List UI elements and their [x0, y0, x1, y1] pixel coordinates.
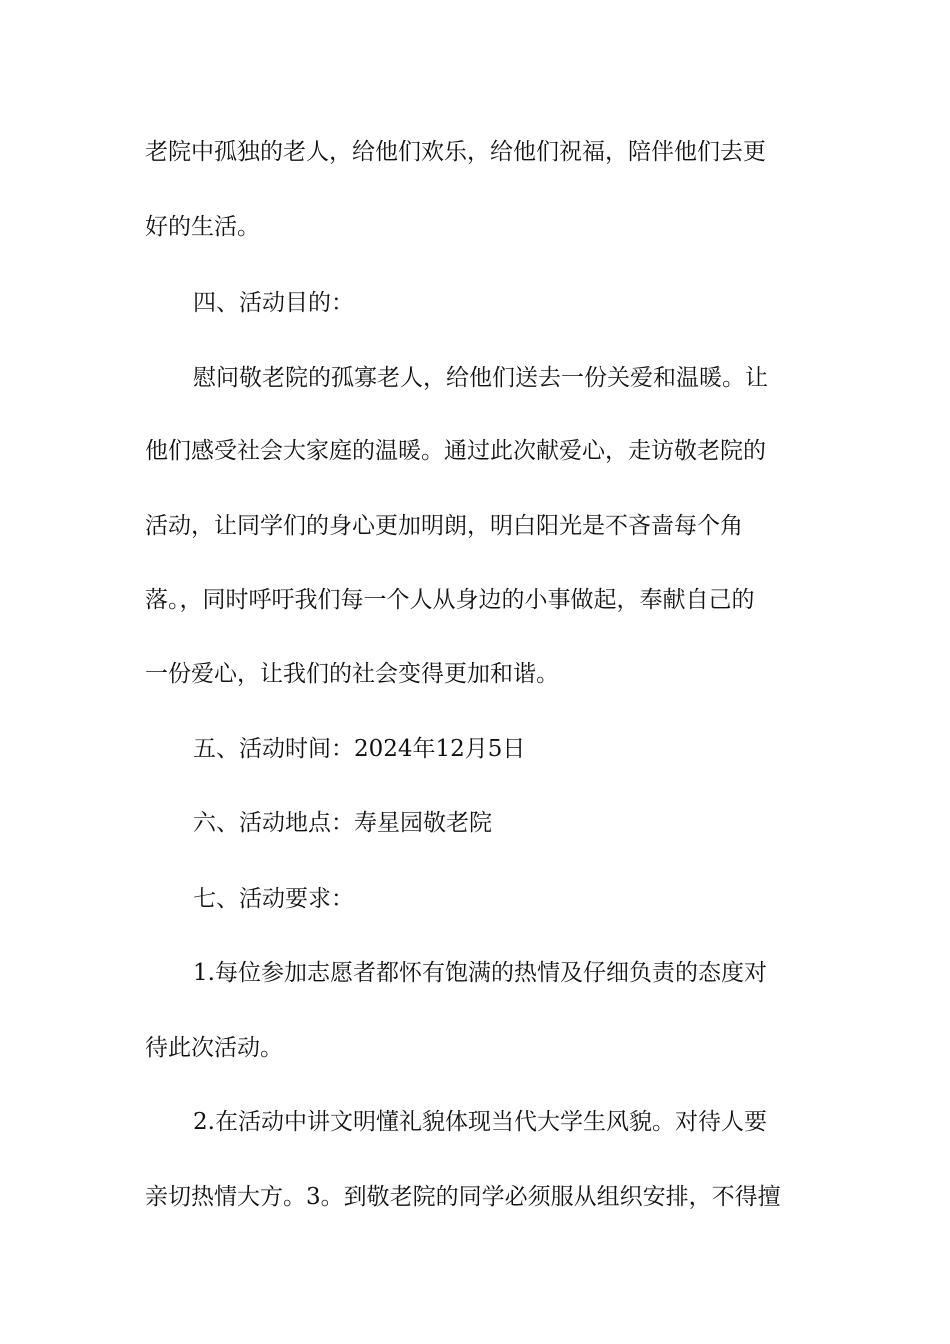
paragraph-line: 好的生活。 — [145, 214, 260, 240]
paragraph-line: 老院中孤独的老人，给他们欢乐，给他们祝福，陪伴他们去更 — [145, 139, 766, 165]
section-heading: 四、活动目的： — [193, 290, 354, 316]
paragraph-line: 待此次活动。 — [145, 1035, 283, 1061]
paragraph-line: 他们感受社会大家庭的温暖。通过此次献爱心，走访敬老院的 — [145, 438, 766, 464]
list-item: 2.在活动中讲文明懂礼貌体现当代大学生风貌。对待人要 — [193, 1109, 767, 1135]
paragraph-line: 一份爱心，让我们的社会变得更加和谐。 — [145, 661, 559, 687]
paragraph-line: 落。，同时呼吁我们每一个人从身边的小事做起，奉献自己的 — [145, 587, 755, 613]
paragraph-line: 慰问敬老院的孤寡老人，给他们送去一份关爱和温暖。让 — [193, 365, 768, 391]
section-heading: 五、活动时间：2024年12月5日 — [193, 736, 526, 762]
paragraph-line: 活动，让同学们的身心更加明朗，明白阳光是不吝啬每个角 — [145, 513, 743, 539]
paragraph-line: 亲切热情大方。3。到敬老院的同学必须服从组织安排，不得擅 — [145, 1184, 781, 1210]
section-heading: 七、活动要求： — [193, 886, 354, 912]
list-item: 1.每位参加志愿者都怀有饱满的热情及仔细负责的态度对 — [193, 960, 767, 986]
section-heading: 六、活动地点：寿星园敬老院 — [193, 810, 492, 836]
